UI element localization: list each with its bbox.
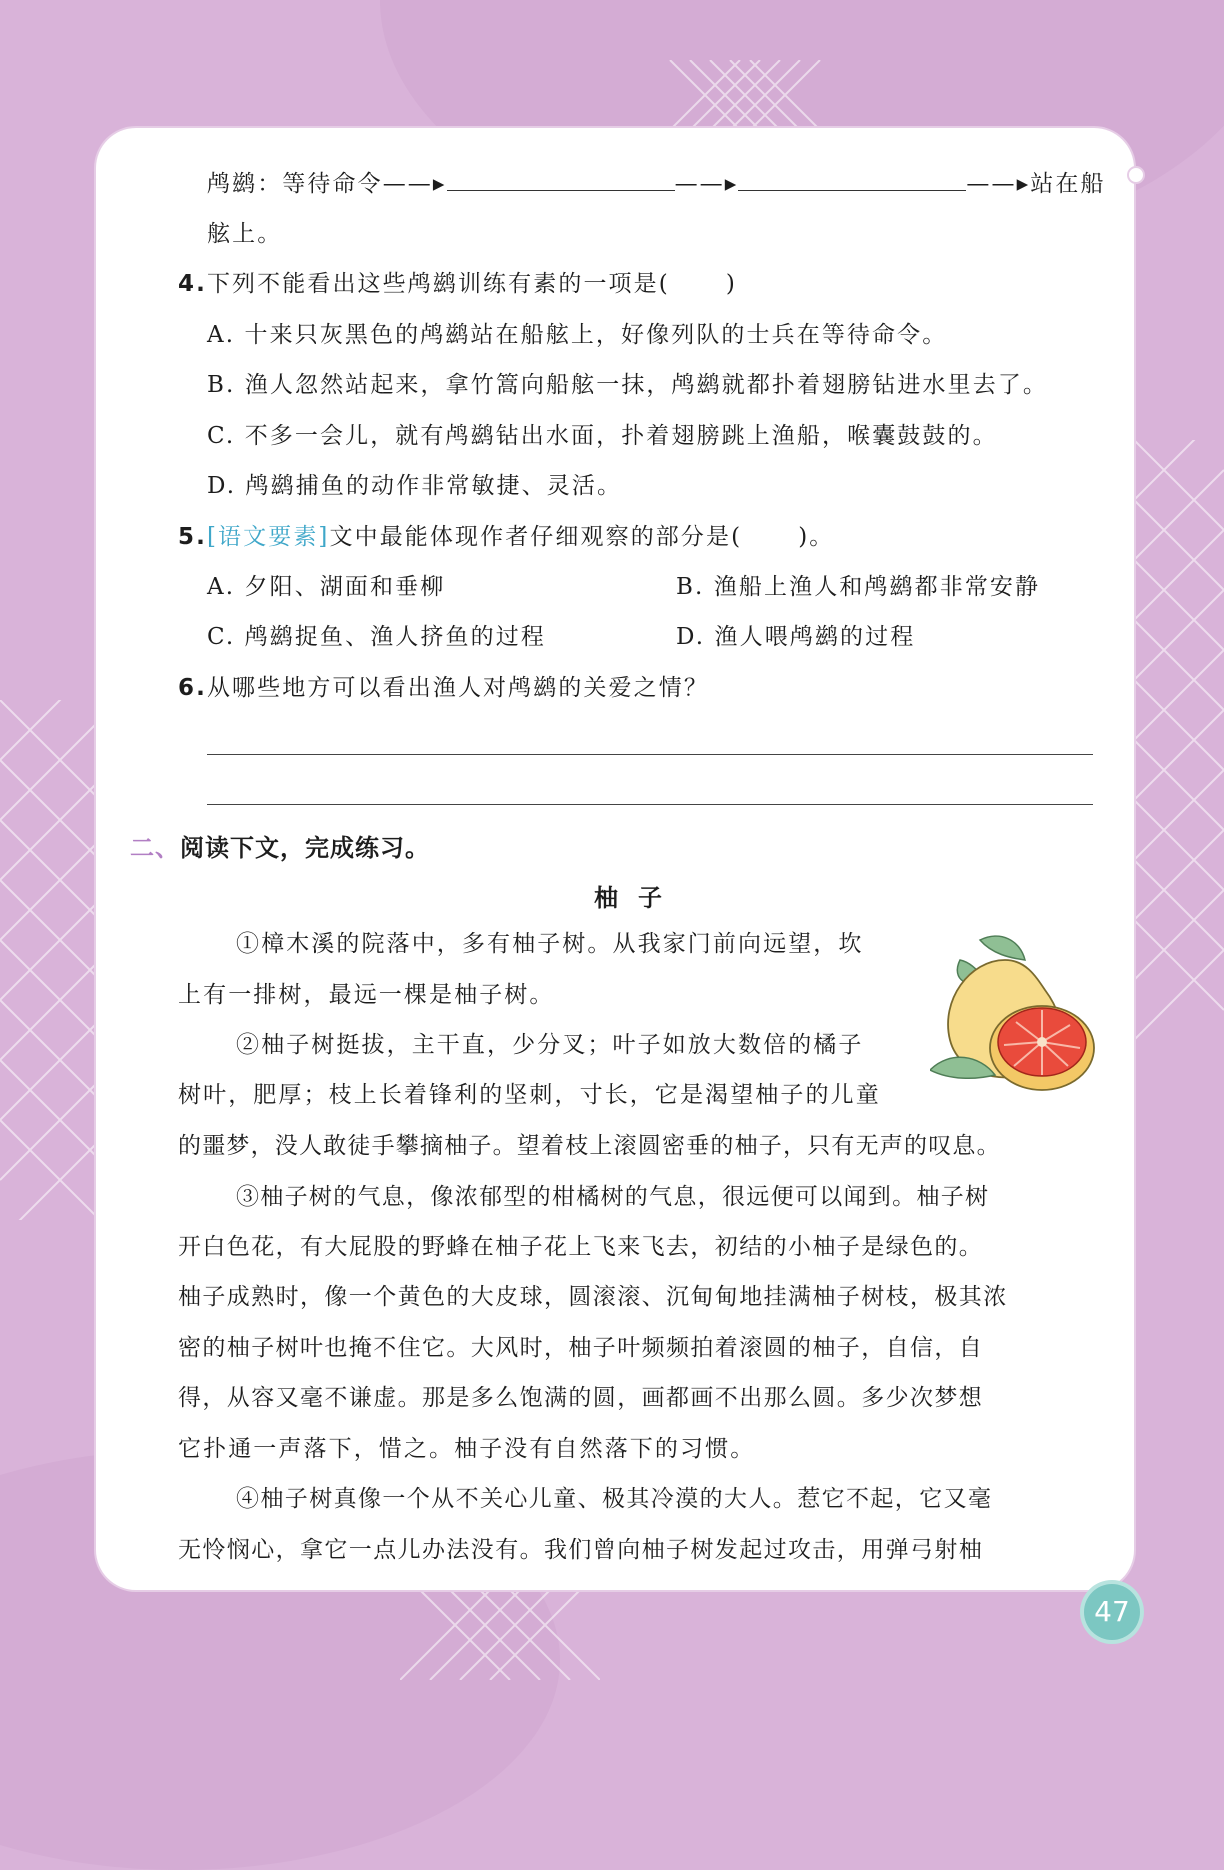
q3-end: 站在船: [1030, 171, 1106, 197]
q4-number: 4.: [178, 271, 207, 297]
q5-stem-text: 文中最能体现作者仔细观察的部分是(: [329, 524, 743, 550]
lattice-pattern-left: [0, 700, 100, 1220]
q4-option-b: B. 渔人忽然站起来，拿竹篙向船舷一抹，鸬鹚就都扑着翅膀钻进水里去了。: [207, 372, 1049, 398]
q4-close: ): [725, 271, 737, 297]
q3-label: 鸬鹚：等待命令: [207, 171, 383, 197]
lattice-pattern-bottom: [400, 1590, 600, 1680]
q6-answer-line-1[interactable]: [207, 754, 1093, 755]
q5-tag: [语文要素]: [206, 524, 330, 550]
passage-line: 树叶，肥厚；枝上长着锋利的坚刺，寸长，它是渴望柚子的儿童: [178, 1082, 881, 1108]
passage-line: 它扑通一声落下，惜之。柚子没有自然落下的习惯。: [178, 1436, 756, 1462]
passage-line: 的噩梦，没人敢徒手攀摘柚子。望着枝上滚圆密垂的柚子，只有无声的叹息。: [178, 1133, 1001, 1159]
q3-line-1: [207, 168, 1106, 200]
q6-stem-text: 从哪些地方可以看出渔人对鸬鹚的关爱之情？: [206, 675, 709, 701]
section-2-heading: [130, 828, 430, 863]
passage-line: 开白色花，有大屁股的野蜂在柚子花上飞来飞去，初结的小柚子是绿色的。: [178, 1234, 984, 1260]
q6-answer-line-2[interactable]: [207, 804, 1093, 805]
passage-title: 柚子: [594, 884, 682, 912]
q5-option-a: A. 夕阳、湖面和垂柳: [207, 574, 446, 600]
passage-line: 柚子成熟时，像一个黄色的大皮球，圆滚滚、沉甸甸地挂满柚子树枝，极其浓: [178, 1284, 1008, 1310]
q4-option-c: C. 不多一会儿，就有鸬鹚钻出水面，扑着翅膀跳上渔船，喉囊鼓鼓的。: [207, 423, 998, 449]
q3-line-2: 舷上。: [207, 221, 283, 247]
q5-option-d: D. 渔人喂鸬鹚的过程: [676, 624, 916, 650]
passage-line: ③柚子树的气息，像浓郁型的柑橘树的气息，很远便可以闻到。柚子树: [236, 1184, 990, 1210]
q5-option-b: B. 渔船上渔人和鸬鹚都非常安静: [676, 574, 1041, 600]
passage-line: 得，从容又毫不谦虚。那是多么饱满的圆，画都画不出那么圆。多少次梦想: [178, 1385, 984, 1411]
section-2-mark: 二、: [130, 834, 180, 862]
section-2-heading-text: 阅读下文，完成练习。: [180, 834, 430, 862]
q5-option-c: C. 鸬鹚捉鱼、渔人挤鱼的过程: [207, 624, 546, 650]
card-corner-dot: [1127, 166, 1145, 184]
lattice-pattern-right: [1134, 440, 1224, 1040]
arrow-icon: ——▸: [966, 171, 1031, 197]
arrow-icon: ——▸: [674, 171, 739, 197]
passage-line: 上有一排树，最远一棵是柚子树。: [178, 982, 555, 1008]
passage-line: ②柚子树挺拔，主干直，少分叉；叶子如放大数倍的橘子: [236, 1032, 864, 1058]
passage-line: ①樟木溪的院落中，多有柚子树。从我家门前向远望，坎: [236, 931, 864, 957]
q5-close: )。: [798, 524, 835, 550]
q5-stem: [178, 521, 834, 553]
grapefruit-illustration: [930, 930, 1100, 1100]
q4-option-a: A. 十来只灰黑色的鸬鹚站在船舷上，好像列队的士兵在等待命令。: [207, 322, 948, 348]
q6-number: 6.: [178, 675, 207, 701]
q4-stem: [178, 268, 737, 300]
q3-blank-2[interactable]: [738, 168, 966, 191]
arrow-icon: ——▸: [382, 171, 447, 197]
page-number: 47: [1084, 1584, 1140, 1640]
q6-stem: [178, 672, 709, 704]
q4-stem-text: 下列不能看出这些鸬鹚训练有素的一项是(: [206, 271, 670, 297]
q3-blank-1[interactable]: [447, 168, 675, 191]
q4-option-d: D. 鸬鹚捕鱼的动作非常敏捷、灵活。: [207, 473, 623, 499]
passage-line: ④柚子树真像一个从不关心儿童、极其冷漠的大人。惹它不起，它又毫: [236, 1486, 993, 1512]
passage-line: 无怜悯心，拿它一点儿办法没有。我们曾向柚子树发起过攻击，用弹弓射柚: [178, 1537, 984, 1563]
q5-number: 5.: [178, 524, 207, 550]
passage-line: 密的柚子树叶也掩不住它。大风时，柚子叶频频拍着滚圆的柚子，自信，自: [178, 1335, 984, 1361]
